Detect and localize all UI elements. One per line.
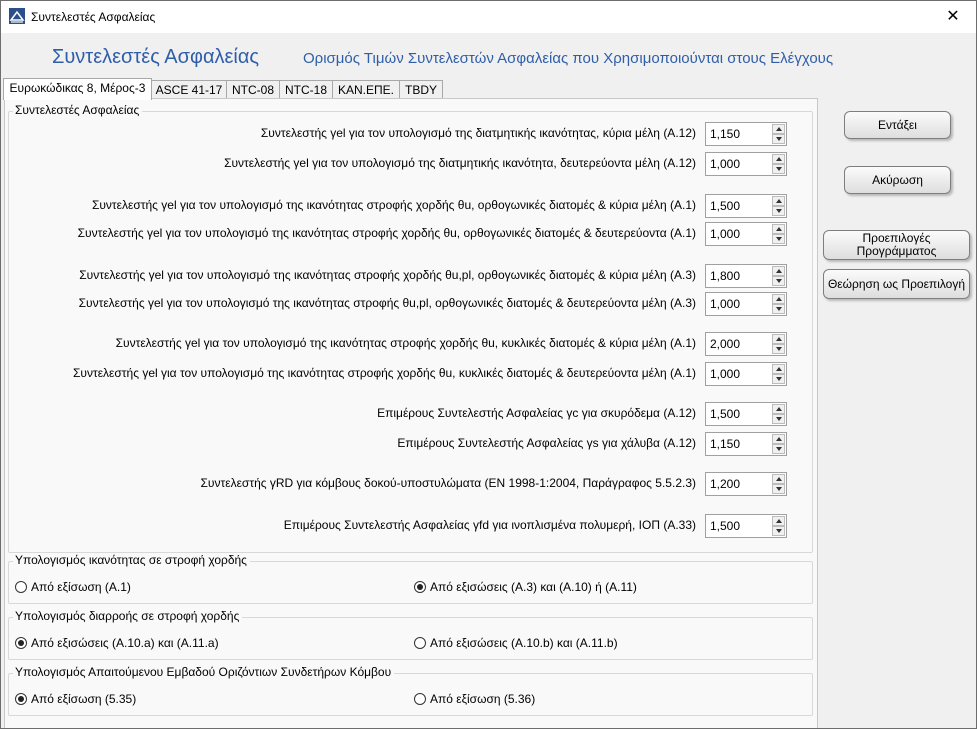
tab-asce41-17[interactable]: ASCE 41-17 [151,80,227,99]
factor-label: Συντελεστής γel για τον υπολογισμό της ικανότητας στροφής θu,pl, ορθογωνικές διατομές & δευτερεύοντα μέλη (Α.3) [78,296,696,310]
factor-value[interactable]: 1,500 [710,519,741,533]
spin-down-arrow-icon[interactable] [772,206,785,216]
chord-rotation-title: Υπολογισμός ικανότητας σε στροφή χορδής [13,553,250,567]
spin-buttons [772,266,785,286]
spin-down-arrow-icon[interactable] [772,276,785,286]
spin-down-arrow-icon[interactable] [772,444,785,454]
page-subtitle: Ορισμός Τιμών Συντελεστών Ασφαλείας που Χρησιμοποιούνται στους Ελέγχους [303,50,834,67]
spin-buttons [772,294,785,314]
spin-up-arrow-icon[interactable] [772,516,785,526]
factor-spinbox[interactable] [705,432,787,456]
factor-value[interactable]: 1,500 [710,407,741,421]
tab-eurocode8-part3[interactable]: Ευρωκώδικας 8, Μέρος-3 [3,78,152,100]
close-icon[interactable]: ✕ [946,8,960,25]
tab-kan-epe[interactable]: ΚΑΝ.ΕΠΕ. [332,80,400,99]
program-defaults-label-1: Προεπιλογές [862,231,931,245]
title-bar [1,1,976,33]
factors-group-title: Συντελεστές Ασφαλείας [13,103,142,117]
joint-area-title: Υπολογισμός Απαιτούμενου Εμβαδού Οριζόντιων Συνδετήρων Κόμβου [13,665,394,679]
program-defaults-label-2: Προγράμματος [856,244,937,258]
factor-value[interactable]: 1,150 [710,127,741,141]
spin-buttons [772,196,785,216]
spin-up-arrow-icon[interactable] [772,154,785,164]
spin-down-arrow-icon[interactable] [772,374,785,384]
factor-label: Συντελεστής γRD για κόμβους δοκού-υποστυλώματα (EN 1998-1:2004, Παράγραφος 5.5.2.3) [200,476,696,490]
spin-buttons [772,224,785,244]
radio-icon[interactable] [15,581,27,593]
spin-buttons [772,474,785,494]
factor-value[interactable]: 1,000 [710,297,741,311]
radio-icon[interactable] [414,693,426,705]
spin-up-arrow-icon[interactable] [772,474,785,484]
spin-down-arrow-icon[interactable] [772,164,785,174]
factor-label: Συντελεστής γel για τον υπολογισμό της διατμητικής ικανότητα, δευτερεύοντα μέλη (Α.12) [224,156,696,170]
cancel-button[interactable] [844,166,951,194]
spin-up-arrow-icon[interactable] [772,434,785,444]
tab-ntc-08[interactable]: NTC-08 [226,80,280,99]
set-as-default-button[interactable] [823,269,970,299]
spin-buttons [772,404,785,424]
factor-spinbox[interactable] [705,264,787,288]
spin-buttons [772,364,785,384]
yield-rotation-title: Υπολογισμός διαρροής σε στροφή χορδής [13,609,242,623]
radio-icon[interactable] [414,581,426,593]
factor-value[interactable]: 1,000 [710,367,741,381]
factor-label: Επιμέρους Συντελεστής Ασφαλείας γc για σκυρόδεμα (Α.12) [377,406,696,420]
spin-up-arrow-icon[interactable] [772,196,785,206]
factor-spinbox[interactable] [705,122,787,146]
ok-button-label: Εντάξει [878,118,917,132]
factor-spinbox[interactable] [705,362,787,386]
factor-label: Συντελεστής γel για τον υπολογισμό της ικανότητας στροφής χορδής θu, κυκλικές διατομές & κύρια μέλη (Α.1) [115,336,696,350]
factor-spinbox[interactable] [705,472,787,496]
program-defaults-button[interactable] [823,230,970,260]
dialog-header [1,33,976,76]
app-logo-icon [9,8,25,24]
spin-down-arrow-icon[interactable] [772,344,785,354]
spin-up-arrow-icon[interactable] [772,404,785,414]
factor-label: Συντελεστής γel για τον υπολογισμό της διατμητικής ικανότητας, κύρια μέλη (Α.12) [260,126,696,140]
spin-buttons [772,516,785,536]
spin-up-arrow-icon[interactable] [772,124,785,134]
tab-panel: Συντελεστές Ασφαλείας Συντελεστής γel για τον υπολογισμό της διατμητικής ικανότητας, κύρια μέλη (Α.12) 1,150 Συντελεστής γel για τον υπολογισμό της διατμητικής ικανότητα, δευτερεύοντα μέλη (Α.12) 1,000 Συντελεστής γel για τον υπολογισμό της ικανότητας στροφής χορδής θu, ορθογωνικές διατομές & κύρια μέλη (Α.1) 1,500 Συντελεστής γel για τον υπολογισμό της ικανότητας στροφής χορδής θu, ορθογωνικές διατομές & δευτερεύοντα (Α.1) 1,000 Συντελεστής γel για τον υπολογισμό της ικανότητας στροφής χορδής θu,pl, ορθογωνικές διατομές & κύρια μέλη (Α.3) 1,800 Συντελεστής γel για τον υπολογισμό της ικανότητας στροφής θu,pl, ορθογωνικές διατομές & δευτερεύοντα μέλη (Α.3) 1,000 Συντελεστής γel για τον υπολογισμό της ικανότητας στροφής χορδής θu, κυκλικές διατομές & κύρια μέλη (Α.1) 2,000 Συντελεστής γel για τον υπολογισμό της ικανότητας στροφής χορδής θu, κυκλικές διατομές & δευτερεύοντα μέλη (Α.1) 1,000 Επιμέρους Συντελεστής Ασφαλείας γc για σκυρόδεμα (Α.12) 1,500 Επιμέρους Συντελεστής Ασφαλείας γs για χάλυβα (Α.12) 1,150 Συντελεστής γRD για κόμβους δοκού-υποστυλώματα (EN 1998-1:2004, Παράγραφος 5.5.2.3) 1,200 Επιμέρους Συντελεστής Ασφαλείας γfd για ινοπλισμένα πολυμερή, ΙΟΠ (Α.33) 1,500 Υπολογισμός ικανότητας σε στροφή χορδής Από εξίσωση (Α.1) Από εξισώσεις (Α.3) και (Α.10) ή (Α.11) Υπολογισμός διαρροής σε στροφή χορδής Από εξισώσεις (Α.10.a) και (Α.11.a) Από εξισώσεις (Α.10.b) και (Α.11.b) Υπολογισμός Απαιτούμενου Εμβαδού Οριζόντιων Συνδετήρων Κόμβου Από εξίσωση (5.35) Από εξίσωση (5.36) [4,98,818,729]
factor-value[interactable]: 1,200 [710,477,741,491]
set-as-default-label: Θεώρηση ως Προεπιλογή [827,277,966,291]
factor-value[interactable]: 1,500 [710,199,741,213]
spin-buttons [772,434,785,454]
ok-button[interactable] [844,111,951,139]
factor-spinbox[interactable] [705,194,787,218]
factor-spinbox[interactable] [705,514,787,538]
spin-up-arrow-icon[interactable] [772,224,785,234]
spin-down-arrow-icon[interactable] [772,526,785,536]
spin-down-arrow-icon[interactable] [772,484,785,494]
factor-spinbox[interactable] [705,332,787,356]
page-title: Συντελεστές Ασφαλείας [52,46,260,68]
spin-up-arrow-icon[interactable] [772,266,785,276]
radio-icon[interactable] [15,693,27,705]
factor-label: Επιμέρους Συντελεστής Ασφαλείας γs για χάλυβα (Α.12) [397,436,696,450]
factor-value[interactable]: 2,000 [710,337,741,351]
spin-down-arrow-icon[interactable] [772,414,785,424]
radio-icon[interactable] [414,637,426,649]
spin-up-arrow-icon[interactable] [772,364,785,374]
cancel-button-label: Ακύρωση [872,173,923,187]
factor-label: Συντελεστής γel για τον υπολογισμό της ικανότητας στροφής χορδής θu, ορθογωνικές διατομές & κύρια μέλη (Α.1) [91,198,696,212]
spin-up-arrow-icon[interactable] [772,294,785,304]
spin-buttons [772,154,785,174]
factor-spinbox[interactable] [705,222,787,246]
factor-label: Συντελεστής γel για τον υπολογισμό της ικανότητας στροφής χορδής θu,pl, ορθογωνικές διατομές & κύρια μέλη (Α.3) [79,268,696,282]
window-title: Συντελεστές Ασφαλείας [31,10,156,24]
factor-spinbox[interactable] [705,152,787,176]
factor-label: Συντελεστής γel για τον υπολογισμό της ικανότητας στροφής χορδής θu, κυκλικές διατομές & δευτερεύοντα μέλη (Α.1) [72,366,696,380]
spin-down-arrow-icon[interactable] [772,304,785,314]
factor-label: Συντελεστής γel για τον υπολογισμό της ικανότητας στροφής χορδής θu, ορθογωνικές διατομές & δευτερεύοντα (Α.1) [77,226,696,240]
radio-icon[interactable] [15,637,27,649]
factor-spinbox[interactable] [705,402,787,426]
spin-buttons [772,124,785,144]
factor-value[interactable]: 1,000 [710,157,741,171]
tab-ntc-18[interactable]: NTC-18 [279,80,333,99]
factor-spinbox[interactable] [705,292,787,316]
tab-tbdy[interactable]: TBDY [399,80,443,99]
spin-up-arrow-icon[interactable] [772,334,785,344]
spin-buttons [772,334,785,354]
spin-down-arrow-icon[interactable] [772,234,785,244]
spin-down-arrow-icon[interactable] [772,134,785,144]
factor-label: Επιμέρους Συντελεστής Ασφαλείας γfd για ινοπλισμένα πολυμερή, ΙΟΠ (Α.33) [283,518,696,532]
factor-value[interactable]: 1,150 [710,437,741,451]
factor-value[interactable]: 1,800 [710,269,741,283]
factor-value[interactable]: 1,000 [710,227,741,241]
